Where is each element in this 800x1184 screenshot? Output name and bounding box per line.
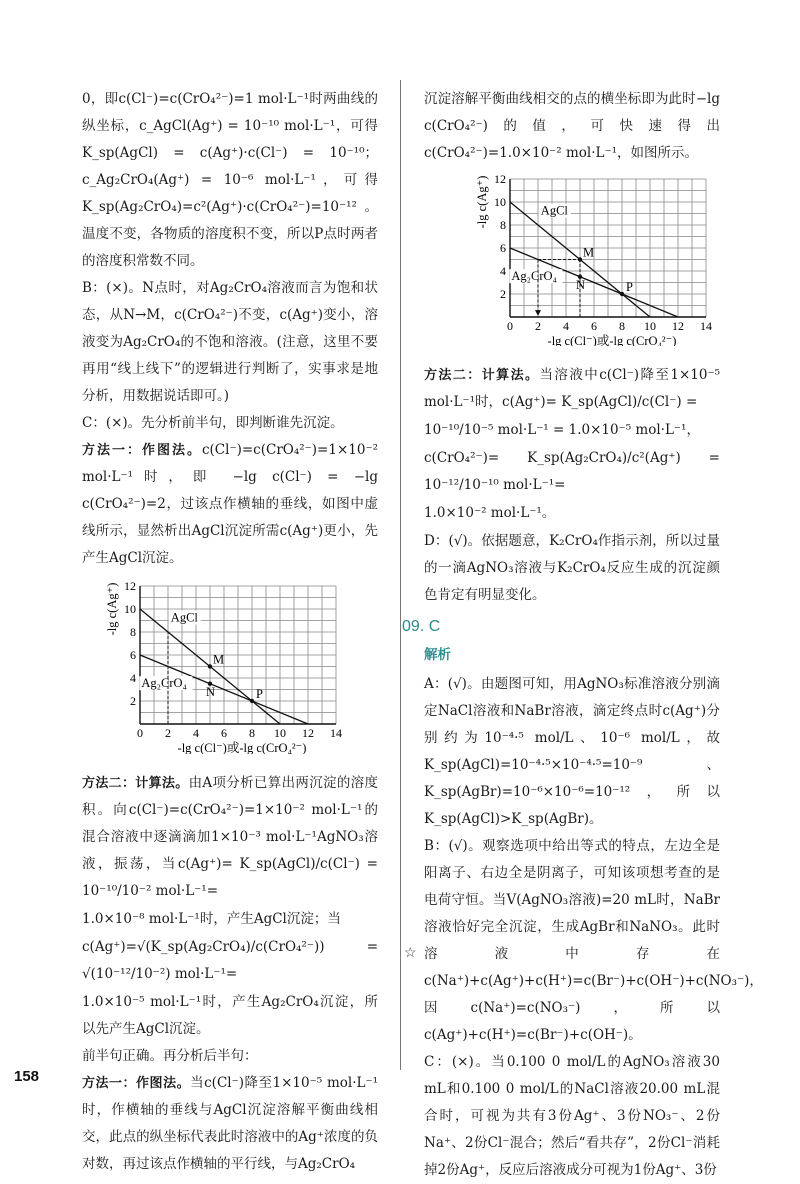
chart-2 — [424, 171, 720, 356]
method-label: 方法一：作图法。 — [82, 1076, 191, 1091]
point-P — [620, 292, 624, 296]
question-heading: 09. C — [402, 618, 441, 635]
x-tick-label: 4 — [563, 319, 569, 333]
y-axis-label: -lg c(Ag⁺) — [105, 582, 119, 636]
method-text: 当溶液中c(Cl⁻)降至1×10⁻⁵ mol·L⁻¹时，c(Ag⁺)= K_sp(AgCl)/c(Cl⁻) = — [424, 367, 720, 410]
series-label: Ag₂CrO₄ — [511, 269, 557, 284]
point-label: P — [256, 687, 263, 701]
chart-2-svg — [468, 171, 718, 346]
calc-conclusion: 1.0×10⁻⁵ mol·L⁻¹时，产生Ag₂CrO₄沉淀，所以先产生AgCl沉淀。 — [82, 994, 378, 1037]
second-half-intro: 前半句正确。再分析后半句： — [82, 1048, 258, 1064]
method-label: 方法二：计算法。 — [82, 776, 189, 791]
series-label: Ag₂CrO₄ — [141, 676, 187, 691]
paragraph-a-end: 0，即c(Cl⁻)=c(CrO₄²⁻)=1 mol·L⁻¹时两曲线的纵坐标，c_AgCl(Ag⁺) = 10⁻¹⁰ mol·L⁻¹，可得K_sp(AgCl) = c(Ag⁺)·c(Cl⁻) = 10⁻¹⁰；c_Ag₂CrO₄(Ag⁺) = 10⁻⁶ mol·L⁻¹，可得K_sp(Ag₂CrO₄)=c²(Ag⁺)·c(CrO₄²⁻)=10⁻¹²。温度不变，各物质的溶度积不变，所以P点时两者的溶度积常数不同。 — [82, 91, 378, 269]
y-tick-label: 8 — [130, 625, 136, 639]
x-tick-label: 8 — [619, 319, 625, 333]
calc-line: c(CrO₄²⁻)= K_sp(Ag₂CrO₄)/c²(Ag⁺) = 10⁻¹²/10⁻¹⁰ mol·L⁻¹= — [424, 450, 720, 493]
y-tick-label: 10 — [494, 195, 506, 209]
x-tick-label: 10 — [644, 319, 656, 333]
y-tick-label: 12 — [494, 172, 506, 186]
option-c-intro: C：(×)。先分析前半句，即判断谁先沉淀。 — [82, 415, 344, 431]
method-one-graph — [82, 437, 378, 572]
continued-text: 沉淀溶解平衡曲线相交的点的横坐标即为此时−lg c(CrO₄²⁻)的值，可快速得出c(CrO₄²⁻)=1.0×10⁻² mol·L⁻¹，如图所示。 — [424, 91, 720, 161]
y-axis-label: -lg c(Ag⁺) — [475, 175, 489, 229]
point-M — [578, 257, 582, 261]
page-number: 158 — [14, 1068, 40, 1085]
x-tick-label: 12 — [302, 726, 314, 740]
point-label: N — [206, 684, 216, 699]
y-tick-label: 2 — [130, 694, 136, 708]
q9-option-b: B：(√)。观察选项中给出等式的特点，左边全是阳离子、右边全是阴离子，可知该项想考查的是电荷守恒。当V(AgNO₃溶液)=20 mL时，NaBr溶液恰好完全沉淀，生成AgBr和NaNO₃。此时溶液中存在c(Na⁺)+c(Ag⁺)+c(H⁺)=c(Br⁻)+c(OH⁻)+c(NO₃⁻)，因c(Na⁺)=c(NO₃⁻)，所以c(Ag⁺)+c(H⁺)=c(Br⁻)+c(OH⁻)。 — [424, 838, 763, 1043]
x-tick-label: 4 — [193, 726, 199, 740]
point-M — [208, 664, 212, 668]
column-divider — [400, 80, 401, 1070]
x-tick-label: 0 — [137, 726, 143, 740]
method-label: 方法一：作图法。 — [82, 443, 202, 458]
calc-line: 1.0×10⁻⁸ mol·L⁻¹时，产生AgCl沉淀；当 — [82, 911, 341, 927]
right-column — [402, 86, 763, 1184]
chart-1-svg — [82, 576, 378, 754]
point-label: M — [213, 652, 225, 667]
calc-line: 1.0×10⁻² mol·L⁻¹。 — [424, 505, 556, 521]
q9-option-c: C：(×)。当0.100 0 mol/L的AgNO₃溶液30 mL和0.100 0 mol/L的NaCl溶液20.00 mL混合时，可视为共有3份Ag⁺、3份NO₃⁻、2份Na⁺、2份Cl⁻混合；然后“看共存”，2份Cl⁻消耗掉2份Ag⁺，反应后溶液成分可视为1份Ag⁺、3份 — [424, 1054, 720, 1178]
method-one-graph-2 — [82, 1070, 378, 1178]
y-tick-label: 2 — [500, 287, 506, 301]
y-tick-label: 6 — [500, 241, 506, 255]
point-label: M — [583, 245, 595, 260]
q9-option-a: A：(√)。由题图可知，用AgNO₃标准溶液分别滴定NaCl溶液和NaBr溶液，滴定终点时c(Ag⁺)分别约为10⁻⁴·⁵ mol/L、10⁻⁶ mol/L，故K_sp(AgCl)=10⁻⁴·⁵×10⁻⁴·⁵=10⁻⁹、K_sp(AgBr)=10⁻⁶×10⁻⁶=10⁻¹²，所以K_sp(AgCl)>K_sp(AgBr)。 — [424, 676, 720, 827]
x-tick-label: 2 — [165, 726, 171, 740]
y-tick-label: 4 — [500, 264, 506, 278]
method-text: 当c(Cl⁻)降至1×10⁻⁵ mol·L⁻¹时，作横轴的垂线与AgCl沉淀溶解平衡曲线相交，此点的纵坐标代表此时溶液中的Ag⁺浓度的负对数，再过该点作横轴的平行线，与Ag₂CrO₄ — [82, 1075, 378, 1172]
calc-line: c(Ag⁺)=√(K_sp(Ag₂CrO₄)/c(CrO₄²⁻)) = √(10⁻¹²/10⁻²) mol·L⁻¹= — [82, 939, 378, 982]
option-b: B：(×)。N点时，对Ag₂CrO₄溶液而言为饱和状态，从N→M，c(CrO₄²⁻)不变，c(Ag⁺)变小，溶液变为Ag₂CrO₄的不饱和溶液。(注意，这里不要再用“线上线下”的逻辑进行判断了，实事求是地分析，用数据说话即可。) — [82, 280, 378, 404]
x-axis-label: -lg c(Cl⁻)或-lg c(CrO₄²⁻) — [547, 334, 677, 346]
x-tick-label: 2 — [535, 319, 541, 333]
x-tick-label: 14 — [330, 726, 342, 740]
point-label: N — [576, 277, 586, 292]
series-label: AgCl — [540, 203, 568, 218]
x-axis-label: -lg c(Cl⁻)或-lg c(CrO₄²⁻) — [177, 741, 307, 754]
chart-1 — [82, 576, 378, 764]
y-tick-label: 6 — [130, 648, 136, 662]
calc-line: 10⁻¹⁰/10⁻⁵ mol·L⁻¹ = 1.0×10⁻⁵ mol·L⁻¹， — [424, 422, 700, 438]
method-two-calc-2 — [424, 362, 720, 416]
guide-arrow — [535, 310, 541, 316]
analysis-label: 解析 — [424, 647, 451, 663]
x-tick-label: 10 — [274, 726, 286, 740]
x-tick-label: 14 — [700, 319, 712, 333]
method-two-calc — [82, 770, 378, 905]
x-tick-label: 8 — [249, 726, 255, 740]
option-d: D：(√)。依据题意，K₂CrO₄作指示剂，所以过量的一滴AgNO₃溶液与K₂CrO₄反应生成的沉淀颜色肯定有明显变化。 — [424, 533, 720, 603]
x-tick-label: 12 — [672, 319, 684, 333]
series-label: AgCl — [170, 610, 198, 625]
point-P — [250, 699, 254, 703]
x-tick-label: 0 — [507, 319, 513, 333]
y-tick-label: 10 — [124, 602, 136, 616]
method-label: 方法二：计算法。 — [424, 368, 540, 383]
x-tick-label: 6 — [221, 726, 227, 740]
x-tick-label: 6 — [591, 319, 597, 333]
method-text: c(Cl⁻)=c(CrO₄²⁻)=1×10⁻² mol·L⁻¹时，即 −lg c(Cl⁻) = −lg c(CrO₄²⁻)=2，过该点作横轴的垂线，如图中虚线所示，显然析出AgCl沉淀所需c(Ag⁺)更小，先产生AgCl沉淀。 — [82, 442, 378, 566]
star-icon: ☆ — [404, 945, 417, 961]
y-tick-label: 8 — [500, 218, 506, 232]
y-tick-label: 12 — [124, 579, 136, 593]
point-label: P — [626, 280, 633, 294]
y-tick-label: 4 — [130, 671, 136, 685]
method-text: 由A项分析已算出两沉淀的溶度积。向c(Cl⁻)=c(CrO₄²⁻)=1×10⁻² mol·L⁻¹的混合溶液中逐滴滴加1×10⁻³ mol·L⁻¹AgNO₃溶液，振荡，当c(Ag⁺)= K_sp(AgCl)/c(Cl⁻) = 10⁻¹⁰/10⁻² mol·L⁻¹= — [82, 775, 378, 899]
left-column — [82, 86, 378, 1178]
